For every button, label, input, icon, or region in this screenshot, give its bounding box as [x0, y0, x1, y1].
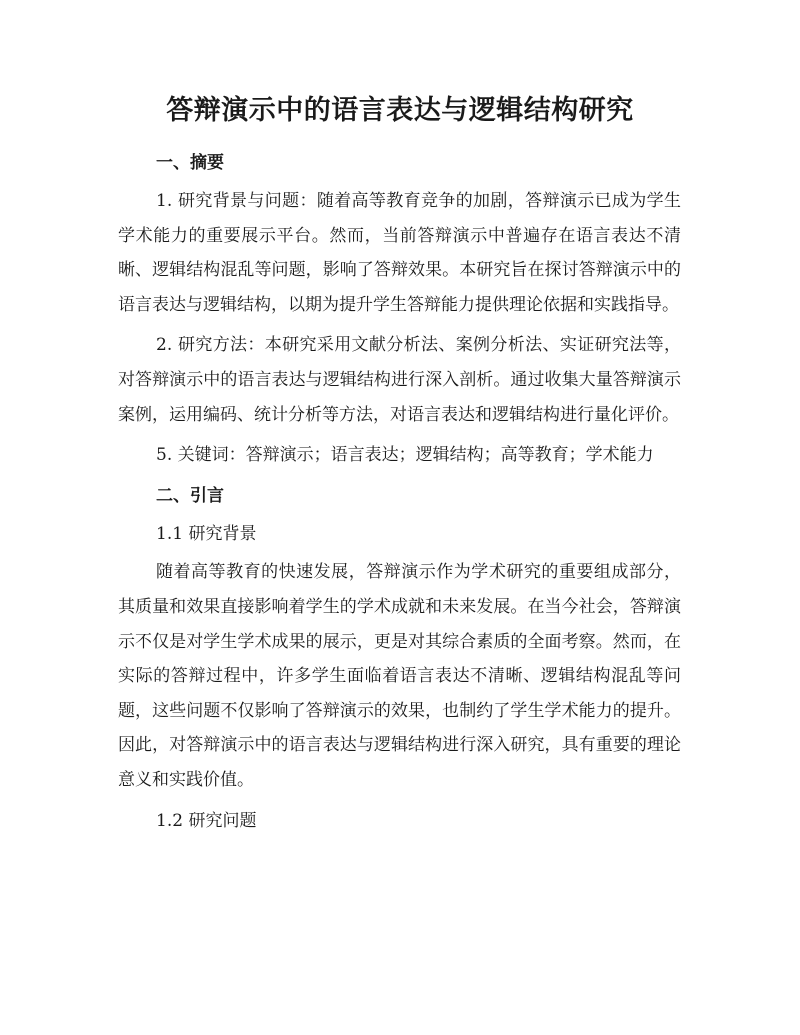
subsection-heading-background: 1.1 研究背景: [156, 523, 257, 544]
introduction-paragraph-background: 随着高等教育的快速发展，答辩演示作为学术研究的重要组成部分，其质量和效果直接影响着学生的学术成就和未来发展。在当今社会，答辩演示不仅是对学生学术成果的展示，更是对其综合素质的全面考察。然而，在实际的答辩过程中，许多学生面临着语言表达不清晰、逻辑结构混乱等问题，这些问题不仅影响了答辩演示的效果，也制约了学生学术能力的提升。因此，对答辩演示中的语言表达与逻辑结构进行深入研究，具有重要的理论意义和实践价值。: [118, 562, 681, 790]
abstract-paragraph-methods: 2. 研究方法：本研究采用文献分析法、案例分析法、实证研究法等，对答辩演示中的语言表达与逻辑结构进行深入剖析。通过收集大量答辩演示案例，运用编码、统计分析等方法，对语言表达和逻辑结构进行量化评价。: [118, 335, 681, 425]
abstract-paragraph-background: 1. 研究背景与问题：随着高等教育竞争的加剧，答辩演示已成为学生学术能力的重要展示平台。然而，当前答辩演示中普遍存在语言表达不清晰、逻辑结构混乱等问题，影响了答辩效果。本研究旨在探讨答辩演示中的语言表达与逻辑结构，以期为提升学生答辩能力提供理论依据和实践指导。: [118, 191, 681, 315]
abstract-paragraph-keywords: 5. 关键词：答辩演示；语言表达；逻辑结构；高等教育；学术能力: [156, 445, 654, 466]
section-heading-abstract: 一、摘要: [156, 153, 224, 173]
section-heading-introduction: 二、引言: [156, 485, 224, 506]
document-title: 答辩演示中的语言表达与逻辑结构研究: [166, 95, 634, 126]
subsection-heading-questions: 1.2 研究问题: [156, 810, 257, 831]
document-body: [118, 146, 681, 838]
